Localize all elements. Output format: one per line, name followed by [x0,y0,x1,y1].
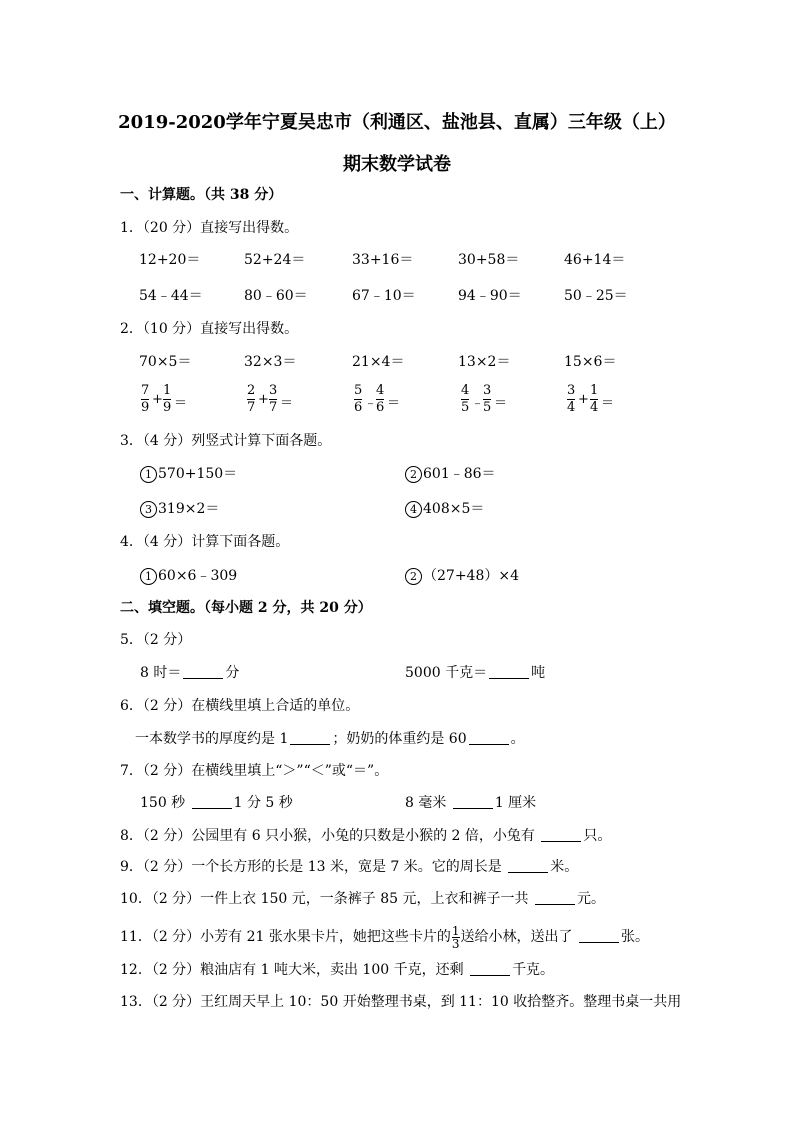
q2-item: 13×2＝ [458,354,511,370]
circled-number: 1 [140,466,157,483]
operator: + [152,392,163,407]
equals-sign: ＝ [174,396,188,411]
circled-number: 3 [140,501,157,518]
operator: + [258,392,269,407]
q7-item: 8 毫米 1 厘米 [405,795,537,811]
q3-item: 2 601﹣86＝ [405,465,496,483]
fraction: 5 6 [354,383,363,415]
question-6: 6．（2 分）在横线里填上合适的单位。 [120,698,360,714]
circled-number: 4 [405,501,422,518]
equals-sign: ＝ [494,396,508,411]
question-9: 9．（2 分）一个长方形的长是 13 米，宽是 7 米。它的周长是 米。 [120,859,579,875]
equals-sign: ＝ [280,396,294,411]
question-7: 7．（2 分）在横线里填上“＞”“＜”或“＝”。 [120,763,389,779]
fraction: 3 5 [483,383,492,415]
answer-blank[interactable] [469,730,509,745]
fraction: 2 7 [247,383,256,415]
q1-item: 52+24＝ [244,252,306,268]
answer-blank[interactable] [535,890,575,905]
q4-item: 1 60×6﹣309 [140,567,237,585]
answer-blank[interactable] [508,858,548,873]
operator: + [578,392,589,407]
question-10: 10．（2 分）一件上衣 150 元，一条裤子 85 元，上衣和裤子一共 元。 [120,891,605,907]
circled-number: 2 [405,466,422,483]
q6-item: 一本数学书的厚度约是 1 ；奶奶的体重约是 60 。 [135,731,525,747]
section-heading-calculation: 一、计算题。（共 38 分） [120,187,283,203]
q1-item: 54﹣44＝ [139,288,203,304]
question-4: 4．（4 分）计算下面各题。 [120,534,290,550]
answer-blank[interactable] [579,928,619,943]
q7-item: 150 秒 1 分 5 秒 [140,795,293,811]
q1-item: 33+16＝ [352,252,414,268]
question-3: 3．（4 分）列竖式计算下面各题。 [120,433,332,449]
q1-item: 46+14＝ [564,252,626,268]
q5-item: 8 时＝ 分 [140,665,240,681]
inline-fraction: $\frac{1}{3}$ [451,923,460,951]
section-heading-fill-in: 二、填空题。（每小题 2 分，共 20 分） [120,600,372,616]
q1-item: 94﹣90＝ [458,288,522,304]
question-8: 8．（2 分）公园里有 6 只小猴，小兔的只数是小猴的 2 倍，小兔有 只。 [120,828,612,844]
q3-item: 4 408×5＝ [405,500,484,518]
answer-blank[interactable] [489,664,529,679]
fraction: 3 4 [567,383,576,415]
answer-blank[interactable] [290,730,330,745]
page-title-line1: 2019-2020学年宁夏吴忠市（利通区、盐池县、直属）三年级（上） [118,112,676,133]
q1-item: 50﹣25＝ [564,288,628,304]
q5-item: 5000 千克＝ 吨 [405,665,546,681]
q2-item: 32×3＝ [244,354,297,370]
question-11: 11．（2 分）小芳有 21 张水果卡片，她把这些卡片的 $\frac{1}{3}$ 送给小林，送出了 张。 [120,923,649,951]
operator: ﹣ [364,396,378,411]
equals-sign: ＝ [601,396,615,411]
question-1: 1．（20 分）直接写出得数。 [120,220,299,236]
q3-item: 1 570+150＝ [140,465,237,483]
q2-item: 21×4＝ [352,354,405,370]
q1-item: 12+20＝ [139,252,201,268]
answer-blank[interactable] [541,827,581,842]
q3-item: 3 319×2＝ [140,500,219,518]
question-5: 5．（2 分） [120,632,192,648]
circled-number: 2 [405,568,422,585]
q2-item: 70×5＝ [139,354,192,370]
answer-blank[interactable] [183,664,223,679]
question-13: 13．（2 分）王红周天早上 10：50 开始整理书桌，到 11：10 收拾整齐。整理书桌一共用 [120,994,682,1010]
page-title-line2: 期末数学试卷 [343,154,451,175]
answer-blank[interactable] [192,794,232,809]
q1-item: 80﹣60＝ [244,288,308,304]
fraction: 3 7 [269,383,278,415]
q2-item: 15×6＝ [564,354,617,370]
fraction: 7 9 [141,383,150,415]
answer-blank[interactable] [470,961,510,976]
equals-sign: ＝ [387,396,401,411]
q1-item: 30+58＝ [458,252,520,268]
fraction: 4 5 [461,383,470,415]
question-12: 12．（2 分）粮油店有 1 吨大米，卖出 100 千克，还剩 千克。 [120,962,555,978]
q1-item: 67﹣10＝ [352,288,416,304]
operator: ﹣ [471,396,485,411]
question-2: 2．（10 分）直接写出得数。 [120,321,299,337]
answer-blank[interactable] [453,794,493,809]
circled-number: 1 [140,568,157,585]
fraction: 4 6 [376,383,385,415]
fraction: 1 9 [163,383,172,415]
q4-item: 2 （27+48）×4 [405,567,519,585]
fraction: 1 4 [590,383,599,415]
